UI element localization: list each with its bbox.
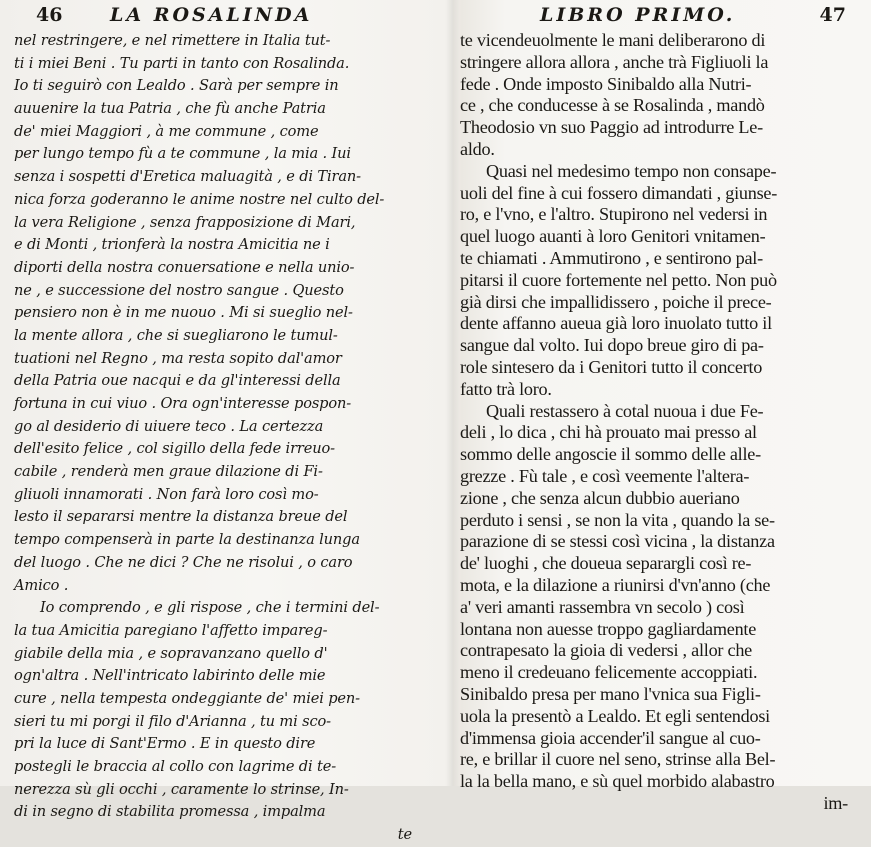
text-line: grezze . Fù tale , e così veemente l'altera- bbox=[460, 465, 750, 486]
text-line: per lungo tempo fù a te commune , la mia . Iui bbox=[14, 145, 351, 163]
catchword: te bbox=[397, 826, 412, 844]
text-line: della Patria oue nacqui e da gl'interessi della bbox=[14, 372, 341, 390]
book-gutter bbox=[446, 0, 460, 786]
text-line: ce , che conducesse à se Rosalinda , mandò bbox=[460, 95, 765, 116]
text-line: lesto il separarsi mentre la distanza breue del bbox=[14, 508, 348, 526]
text-line: diporti della nostra conuersatione e nella unio- bbox=[14, 258, 355, 276]
text-line: quel luogo auanti à loro Genitori vnitamen- bbox=[460, 226, 766, 247]
text-line: zione , che senza alcun dubbio aueriano bbox=[460, 487, 740, 508]
text-line: la la bella mano, e sù quel morbido alabastro bbox=[460, 771, 775, 792]
text-line: re, e brillar il cuore nel seno, strinse alla Bel- bbox=[460, 749, 776, 770]
text-line: uoli del fine à cui fossero dimandati , giunse- bbox=[460, 182, 778, 203]
text-line: sommo delle angoscie il sommo delle alle- bbox=[460, 444, 761, 465]
text-line: te vicendeuolmente le mani deliberarono di bbox=[460, 30, 766, 50]
text-line: ro, e l'vno, e l'altro. Stupirono nel vedersi in bbox=[460, 204, 768, 225]
text-line: role sintesero da i Genitori tutto il concerto bbox=[460, 356, 763, 377]
text-line: contrapesato la gioia di vedersi , allor che bbox=[460, 640, 753, 661]
text-line: la mente allora , che si suegliarono le tumul- bbox=[14, 326, 338, 344]
text-line: parazione di se stessi così vicina , la distanza bbox=[460, 531, 775, 552]
page-number: 46 bbox=[36, 4, 63, 26]
text-line: meno il credeuano felicemente accoppiati. bbox=[460, 662, 758, 683]
text-line: sieri tu mi porgi il filo d'Arianna , tu mi sco- bbox=[14, 712, 331, 730]
text-line: dell'esito felice , col sigillo della fede irreuo- bbox=[14, 440, 335, 458]
catchword: im- bbox=[823, 792, 848, 813]
text-line: te chiamati . Ammutirono , e sentirono pal- bbox=[460, 247, 763, 268]
text-line: gliuoli innamorati . Non farà loro così mo- bbox=[14, 485, 319, 503]
right-page bbox=[460, 0, 860, 813]
text-line: la tua Amicitia paregiano l'affetto impareg- bbox=[14, 621, 328, 639]
text-line: aldo. bbox=[460, 138, 495, 159]
text-line: uola la presentò a Lealdo. Et egli sentendosi bbox=[460, 705, 770, 726]
text-line: Sinibaldo presa per mano l'vnica sua Figli- bbox=[460, 683, 761, 704]
running-head-title: LIBRO PRIMO. bbox=[540, 4, 736, 26]
page-number: 47 bbox=[819, 4, 846, 26]
text-line: senza i sospetti d'Eretica maluagità , e di Tiran- bbox=[14, 168, 361, 186]
text-line: fortuna in cui viuo . Ora ogn'interesse pospon- bbox=[14, 395, 352, 412]
left-running-head bbox=[14, 4, 442, 30]
text-line: lontana non auesse troppo gagliardamente bbox=[460, 618, 757, 639]
text-line: di in segno di stabilita promessa , impalma bbox=[14, 803, 326, 821]
text-line: d'immensa gioia accender'il sangue al cuo- bbox=[460, 727, 761, 748]
text-line: pitarsi il cuore fortemente nel petto. Non può bbox=[460, 269, 777, 290]
text-line: deli , lo dica , chi hà prouato mai presso al bbox=[460, 422, 757, 443]
text-line: Theodosio vn suo Paggio ad introdurre Le- bbox=[460, 117, 763, 138]
right-running-head bbox=[460, 4, 860, 30]
text-line: e di Monti , trionferà la nostra Amicitia ne i bbox=[14, 236, 330, 254]
text-line: Quasi nel medesimo tempo non consape- bbox=[486, 160, 777, 181]
text-line: cure , nella tempesta ondeggiante de' miei pen- bbox=[14, 689, 360, 707]
left-text-block bbox=[14, 30, 442, 847]
text-line: già dirsi che impallidissero , poiche il prece- bbox=[460, 291, 772, 312]
right-text-block bbox=[460, 30, 860, 815]
text-line: postegli le braccia al collo con lagrime di te- bbox=[14, 758, 336, 775]
left-page bbox=[14, 0, 442, 844]
text-line: auuenire la tua Patria , che fù anche Patria bbox=[14, 100, 326, 118]
text-line: nel restringere, e nel rimettere in Italia tut- bbox=[14, 32, 331, 49]
text-line: stringere allora allora , anche trà Figliuoli la bbox=[460, 51, 769, 72]
text-line: del luogo . Che ne dici ? Che ne risolui , o caro bbox=[14, 553, 353, 571]
text-line: Amico . bbox=[14, 576, 69, 594]
text-line: mota, e la dilazione a riunirsi d'vn'anno (che bbox=[460, 574, 771, 595]
text-line: cabile , renderà men graue dilazione di Fi- bbox=[14, 463, 323, 481]
text-line: nerezza sù gli occhi , caramente lo strinse, In- bbox=[14, 780, 349, 798]
text-line: tuationi nel Regno , ma resta sopito dal'amor bbox=[14, 349, 342, 367]
text-line: pensiero non è in me nuouo . Mi si sueglio nel- bbox=[14, 304, 353, 322]
text-line: perduto i sensi , se non la vita , quando la se- bbox=[460, 509, 775, 530]
text-line: fede . Onde imposto Sinibaldo alla Nutri- bbox=[460, 73, 752, 94]
text-line: de' luoghi , che doueua separargli così re- bbox=[460, 553, 752, 574]
text-line: la vera Religione , senza frapposizione di Mari, bbox=[14, 213, 356, 231]
text-line: giabile della mia , e sopravanzano quello d' bbox=[14, 644, 328, 662]
text-line: Quali restassero à cotal nuoua i due Fe- bbox=[486, 400, 764, 421]
text-line: de' miei Maggiori , à me commune , come bbox=[14, 122, 319, 140]
text-line: fatto trà loro. bbox=[460, 378, 552, 399]
text-line: ogn'altra . Nell'intricato labirinto delle mie bbox=[14, 667, 326, 685]
text-line: tempo compenserà in parte la destinanza lunga bbox=[14, 531, 360, 549]
text-line: sangue dal volto. Iui dopo breue giro di pa- bbox=[460, 335, 764, 356]
text-line: nica forza goderanno le anime nostre nel culto del- bbox=[14, 190, 385, 208]
text-line: Io ti seguirò con Lealdo . Sarà per sempre in bbox=[14, 77, 339, 95]
running-head-title: LA ROSALINDA bbox=[110, 4, 313, 26]
text-line: dente affanno aueua già loro inuolato tutto il bbox=[460, 313, 772, 334]
text-line: ne , e successione del nostro sangue . Questo bbox=[14, 281, 344, 299]
text-line: pri la luce di Sant'Ermo . E in questo dire bbox=[14, 735, 316, 753]
text-line: a' veri amanti rassembra vn secolo ) così bbox=[460, 596, 745, 617]
text-line: ti i miei Beni . Tu parti in tanto con Rosalinda. bbox=[14, 54, 350, 72]
text-line: Io comprendo , e gli rispose , che i termini del- bbox=[40, 599, 380, 617]
text-line: go al desiderio di uiuere teco . La certezza bbox=[14, 417, 324, 435]
